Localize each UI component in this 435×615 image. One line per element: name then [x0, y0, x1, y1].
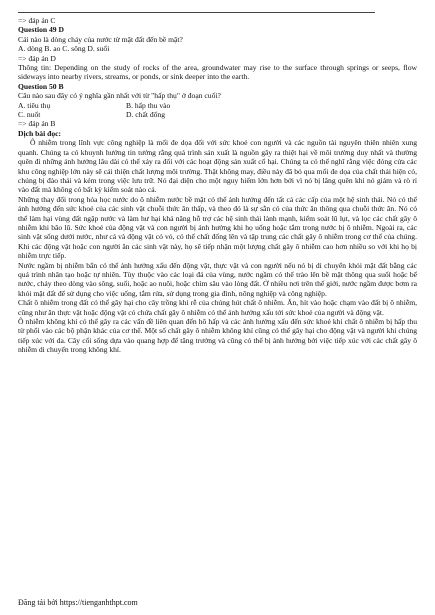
- option-d: D. chất đống: [126, 110, 166, 120]
- document-body: [18, 16, 417, 355]
- answer-line-prev: => đáp án C: [18, 16, 56, 25]
- option-b: B. hấp thu vào: [126, 100, 171, 110]
- question-50-options-row1: [18, 101, 417, 110]
- question-49-text: Cái nào là dòng chảy của nước từ mặt đất đến bề mặt?: [18, 34, 183, 44]
- translation-heading: Dịch bài đọc:: [18, 128, 62, 138]
- option-c: C. nuốt: [18, 110, 41, 120]
- translation-paragraph-3: Nước ngầm bị nhiễm bẩn có thể ảnh hưởng xấu đến động vật, thực vật và con người nếu nó bị di chuyển khỏi mặt đất bằng các quá trình nhân tạo hoặc tự nhiên. Tùy thuộc vào các loại đá của vùng, nước ngầm có thể trào lên bề mặt thông qua suối hoặc bể nước, chảy theo dòng vào sông, suối, hoặc ao nuôi, hoặc chìm sâu vào lòng đất. Ở nhiều nơi trên thế giới, nước ngầm được bơm ra khỏi mặt đất để sử dụng cho việc uống, tắm rửa, sử dụng trong gia đình, nông nghiệp và công nghiệp.: [18, 260, 417, 298]
- question-49-explanation: Thông tin: Depending on the study of rocks of the area, groundwater may rise to the surface through springs or seeps, flow sideways into nearby rivers, streams, or ponds, or sink deeper into the earth.: [18, 63, 417, 82]
- footer-source[interactable]: Đăng tải bởi https://tienganhthpt.com: [18, 598, 138, 607]
- question-50-title: Question 50 B: [18, 81, 64, 91]
- question-50-answer: => đáp án B: [18, 119, 56, 129]
- question-50-text: Câu nào sau đây có ý nghĩa gần nhất với từ "hấp thụ" ở đoạn cuối?: [18, 91, 221, 101]
- question-49-options: A. dòng B. ao C. sông D. suối: [18, 44, 110, 54]
- question-50-options-row2: [18, 110, 417, 119]
- translation-paragraph-2: Những thay đổi trong hóa học nước do ô nhiễm nước bề mặt có thể ảnh hưởng đến tất cả các cấp của một hệ sinh thái. Nó có thể ảnh hưởng đến sức khoẻ của các sinh vật chuỗi thức ăn thấp, và theo đó là sự sẵn có của thức ăn thông qua chuỗi thức ăn. Nó có thể làm hại vùng đất ngập nước và làm hư hại khả năng hỗ trợ các hệ sinh thái lành mạnh, kiểm soát lũ lụt, và lọc các chất gây ô nhiễm khi bão lũ. Sức khoẻ của động vật và con người bị ảnh hưởng khi họ uống hoặc tắm trong nước bị ô nhiễm. Ngoài ra, các sinh vật sống dưới nước, như cá và động vật có vỏ, có thể chất đống lên và tập trung các chất gây ô nhiễm trong cơ thể của chúng. Khi các động vật hoặc con người ăn các sinh vật này, họ sẽ tiếp nhận một lượng chất gây ô nhiễm cao hơn nhiều so với khi họ bị nhiễm trực tiếp.: [18, 194, 417, 261]
- translation-paragraph-4: Chất ô nhiễm trong đất có thể gây hại cho cây trồng khi rễ của chúng hút chất ô nhiễm. Ăn, hít vào hoặc chạm vào đất bị ô nhiễm, cũng như ăn thực vật hoặc động vật có chứa chất gây ô nhiễm có thể ảnh hưởng xấu tới sức khoẻ của người và động vật.: [18, 298, 417, 317]
- question-49-answer: => đáp án D: [18, 53, 56, 63]
- top-divider: [18, 12, 375, 13]
- translation-paragraph-1: Ô nhiễm trong lĩnh vực công nghiệp là mối đe dọa đối với sức khoẻ con người và các nguồn tài nguyên thiên nhiên xung quanh. Chúng ta có khuynh hướng tin tưởng rằng quá trình sản xuất là nguồn gây ra thiệt hại về môi trường duy nhất và thường quên đi những ảnh hưởng lâu dài có thể xảy ra đối với các hoạt động sản xuất cổ hại. Chúng ta có thể nghĩ rằng việc đóng cửa các khu công nghiệp lớn này sẽ cải thiện chất lượng môi trường. Thật không may, điều này đã bỏ qua mối đe dọa của chất thải hiện có, chúng bị đào thải và kém trong việc lưu trữ. Nó đại diện cho một nguy hiểm lớn hơn bởi vì nó bị lãng quên khi nó giảm và rò rỉ vào đất mà không có bất kỳ kiểm soát nào cả.: [18, 138, 417, 195]
- option-a: A. tiêu thụ: [18, 100, 51, 110]
- translation-paragraph-5: Ô nhiễm không khí có thể gây ra các vấn đề liên quan đến hô hấp và các ảnh hưởng xấu đến sức khoẻ khi chất ô nhiễm bị hấp thu từ phổi vào các bộ phận khác của cơ thể. Một số chất gây ô nhiễm không khí cũng có thể gây hại cho động vật và người khi chúng tiếp xúc với da. Cây cối sống dựa vào quang hợp để tăng trưởng và cũng có thể bị ảnh hưởng bởi việc tiếp xúc với các chất gây ô nhiễm di chuyển trong không khí.: [18, 317, 417, 355]
- question-49-title: Question 49 D: [18, 25, 64, 35]
